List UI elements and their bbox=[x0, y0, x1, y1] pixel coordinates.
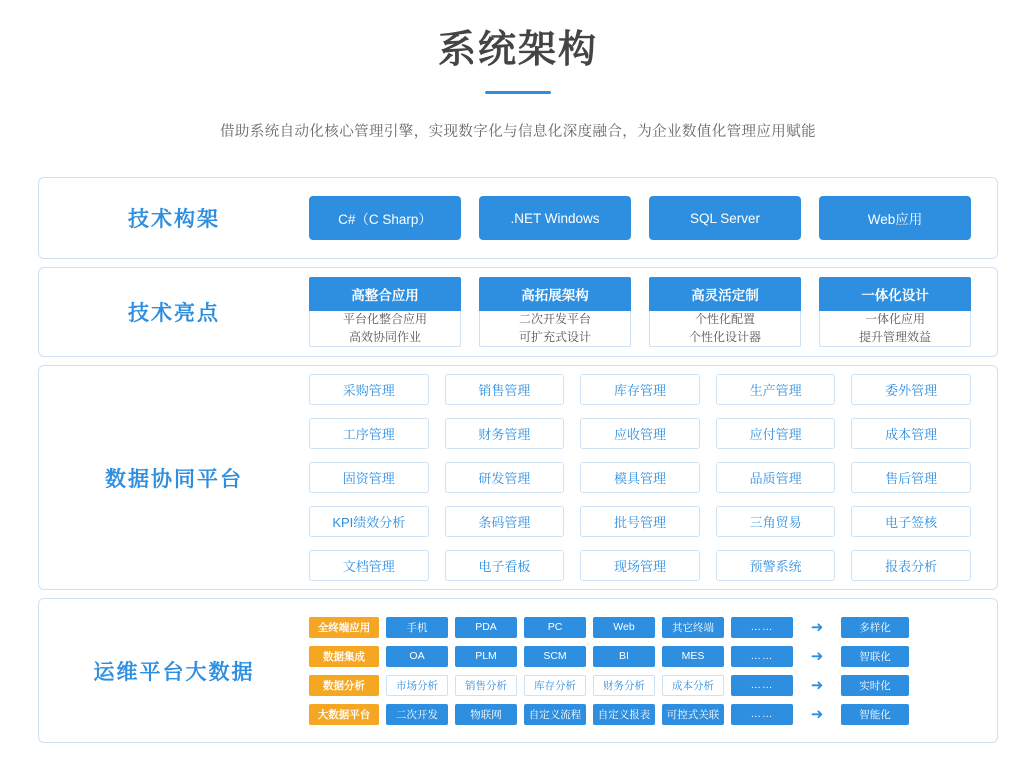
module-chip[interactable]: 条码管理 bbox=[445, 506, 565, 537]
tech-chip[interactable]: Web应用 bbox=[819, 196, 971, 240]
module-chip[interactable]: 应收管理 bbox=[580, 418, 700, 449]
bigdata-cell[interactable]: 成本分析 bbox=[662, 675, 724, 696]
module-chip[interactable]: 模具管理 bbox=[580, 462, 700, 493]
bigdata-cell[interactable]: 其它终端 bbox=[662, 617, 724, 638]
module-chip[interactable]: 销售管理 bbox=[445, 374, 565, 405]
section-label-highlights: 技术亮点 bbox=[128, 302, 220, 325]
module-chip[interactable]: 固资管理 bbox=[309, 462, 429, 493]
module-chip[interactable]: KPI绩效分析 bbox=[309, 506, 429, 537]
section-highlights bbox=[38, 267, 998, 357]
module-grid bbox=[309, 360, 997, 595]
bigdata-cell[interactable]: OA bbox=[386, 646, 448, 667]
bigdata-cell[interactable]: 财务分析 bbox=[593, 675, 655, 696]
bigdata-cell[interactable]: MES bbox=[662, 646, 724, 667]
highlight-card-body bbox=[479, 311, 631, 347]
bigdata-cell-more[interactable]: …… bbox=[731, 704, 793, 725]
section-body-bigdata bbox=[309, 607, 997, 735]
bigdata-row-tag[interactable]: 全终端应用 bbox=[309, 617, 379, 638]
module-chip[interactable]: 报表分析 bbox=[851, 550, 971, 581]
highlight-line: 高效协同作业 bbox=[348, 329, 421, 344]
section-label-tech-stack: 技术构架 bbox=[128, 208, 220, 231]
highlight-line: 二次开发平台 bbox=[518, 312, 591, 327]
arrow-right-icon: ➜ bbox=[810, 677, 824, 694]
module-chip[interactable]: 文档管理 bbox=[309, 550, 429, 581]
section-body-modules bbox=[309, 360, 997, 595]
section-bigdata bbox=[38, 598, 998, 743]
bigdata-cell[interactable]: 可控式关联 bbox=[662, 704, 724, 725]
bigdata-row bbox=[309, 675, 971, 696]
highlight-card-row bbox=[309, 268, 997, 356]
highlight-line: 提升管理效益 bbox=[858, 329, 931, 344]
module-chip[interactable]: 售后管理 bbox=[851, 462, 971, 493]
highlight-card-body bbox=[309, 311, 461, 347]
highlight-line: 个性化配置 bbox=[694, 312, 755, 327]
module-chip[interactable]: 批号管理 bbox=[580, 506, 700, 537]
bigdata-row-tag[interactable]: 数据分析 bbox=[309, 675, 379, 696]
bigdata-rows bbox=[309, 607, 997, 735]
tech-chip[interactable]: SQL Server bbox=[649, 196, 801, 240]
section-body-tech-stack bbox=[309, 196, 997, 240]
bigdata-row bbox=[309, 704, 971, 725]
bigdata-cell[interactable]: PDA bbox=[455, 617, 517, 638]
bigdata-outcome[interactable]: 多样化 bbox=[841, 617, 909, 638]
module-chip[interactable]: 财务管理 bbox=[445, 418, 565, 449]
bigdata-outcome[interactable]: 智能化 bbox=[841, 704, 909, 725]
module-chip[interactable]: 成本管理 bbox=[851, 418, 971, 449]
module-chip[interactable]: 电子签核 bbox=[851, 506, 971, 537]
module-chip[interactable]: 采购管理 bbox=[309, 374, 429, 405]
bigdata-cell[interactable]: 市场分析 bbox=[386, 675, 448, 696]
arrow-right-icon: ➜ bbox=[810, 619, 824, 636]
bigdata-cell-more[interactable]: …… bbox=[731, 617, 793, 638]
bigdata-cell[interactable]: PLM bbox=[455, 646, 517, 667]
module-chip[interactable]: 品质管理 bbox=[716, 462, 836, 493]
tech-chip[interactable]: C#（C Sharp） bbox=[309, 196, 461, 240]
bigdata-cell[interactable]: PC bbox=[524, 617, 586, 638]
highlight-line: 平台化整合应用 bbox=[342, 312, 427, 327]
bigdata-cell[interactable]: BI bbox=[593, 646, 655, 667]
bigdata-cell[interactable]: 自定义报表 bbox=[593, 704, 655, 725]
bigdata-row bbox=[309, 617, 971, 638]
bigdata-outcome[interactable]: 智联化 bbox=[841, 646, 909, 667]
bigdata-cell[interactable]: SCM bbox=[524, 646, 586, 667]
section-modules bbox=[38, 365, 998, 590]
highlight-card[interactable] bbox=[479, 277, 631, 347]
module-chip[interactable]: 现场管理 bbox=[580, 550, 700, 581]
bigdata-cell-more[interactable]: …… bbox=[731, 675, 793, 696]
module-chip[interactable]: 应付管理 bbox=[716, 418, 836, 449]
arrow-right-icon: ➜ bbox=[810, 706, 824, 723]
highlight-card[interactable] bbox=[649, 277, 801, 347]
module-chip[interactable]: 三角贸易 bbox=[716, 506, 836, 537]
bigdata-row bbox=[309, 646, 971, 667]
module-chip[interactable]: 工序管理 bbox=[309, 418, 429, 449]
bigdata-cell[interactable]: 自定义流程 bbox=[524, 704, 586, 725]
bigdata-cell-more[interactable]: …… bbox=[731, 646, 793, 667]
highlight-card-body bbox=[649, 311, 801, 347]
highlight-card-title: 高拓展架构 bbox=[479, 277, 631, 311]
title-underline bbox=[485, 91, 551, 94]
section-label-modules: 数据协同平台 bbox=[105, 467, 243, 491]
section-tech-stack bbox=[38, 177, 998, 259]
highlight-line: 个性化设计器 bbox=[688, 329, 761, 344]
tech-chip-row bbox=[309, 196, 997, 240]
bigdata-cell[interactable]: 手机 bbox=[386, 617, 448, 638]
highlight-line: 一体化应用 bbox=[864, 312, 925, 327]
bigdata-outcome[interactable]: 实时化 bbox=[841, 675, 909, 696]
bigdata-cell[interactable]: Web bbox=[593, 617, 655, 638]
page-subtitle: 借助系统自动化核心管理引擎，实现数字化与信息化深度融合，为企业数值化管理应用赋能 bbox=[220, 124, 816, 140]
bigdata-cell[interactable]: 物联网 bbox=[455, 704, 517, 725]
section-body-highlights bbox=[309, 268, 997, 356]
tech-chip[interactable]: .NET Windows bbox=[479, 196, 631, 240]
highlight-card-body bbox=[819, 311, 971, 347]
module-chip[interactable]: 库存管理 bbox=[580, 374, 700, 405]
highlight-card-title: 一体化设计 bbox=[819, 277, 971, 311]
page-title: 系统架构 bbox=[437, 29, 598, 71]
module-chip[interactable]: 预警系统 bbox=[716, 550, 836, 581]
bigdata-cell[interactable]: 销售分析 bbox=[455, 675, 517, 696]
section-label-bigdata: 运维平台大数据 bbox=[93, 660, 255, 684]
highlight-card-title: 高灵活定制 bbox=[649, 277, 801, 311]
highlight-card-title: 高整合应用 bbox=[309, 277, 461, 311]
bigdata-cell[interactable]: 二次开发 bbox=[386, 704, 448, 725]
module-chip[interactable]: 研发管理 bbox=[445, 462, 565, 493]
arrow-right-icon: ➜ bbox=[810, 648, 824, 665]
highlight-line: 可扩充式设计 bbox=[518, 329, 591, 344]
highlight-card[interactable] bbox=[819, 277, 971, 347]
module-chip[interactable]: 生产管理 bbox=[716, 374, 836, 405]
highlight-card[interactable] bbox=[309, 277, 461, 347]
module-chip[interactable]: 电子看板 bbox=[445, 550, 565, 581]
module-chip[interactable]: 委外管理 bbox=[851, 374, 971, 405]
bigdata-row-tag[interactable]: 数据集成 bbox=[309, 646, 379, 667]
bigdata-row-tag[interactable]: 大数据平台 bbox=[309, 704, 379, 725]
bigdata-cell[interactable]: 库存分析 bbox=[524, 675, 586, 696]
